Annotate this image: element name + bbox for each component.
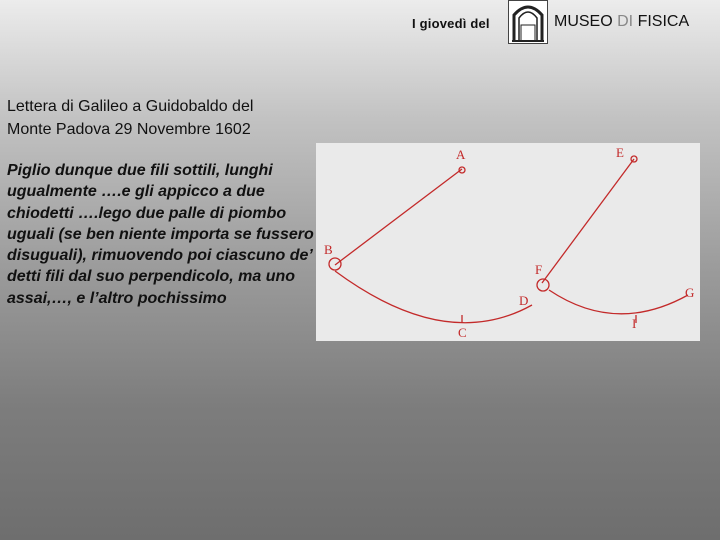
arc-BCD <box>335 271 532 323</box>
string-EF <box>542 159 634 283</box>
label-A: A <box>456 147 466 162</box>
label-B: B <box>324 242 333 257</box>
museum-title <box>554 13 689 31</box>
letter-title-line2: Monte Padova 29 Novembre 1602 <box>7 121 251 138</box>
museum-title-fisica: FISICA <box>637 13 690 30</box>
museum-title-museo: MUSEO <box>554 13 613 30</box>
letter-title-line1: Lettera di Galileo a Guidobaldo del <box>7 98 254 115</box>
string-AB <box>335 169 462 265</box>
museum-logo <box>508 0 548 44</box>
label-C: C <box>458 325 467 340</box>
pendulum-figure <box>316 143 700 341</box>
bob-B <box>329 258 341 270</box>
letter-title <box>7 95 307 141</box>
label-I: I <box>632 316 637 331</box>
series-label: I giovedì del <box>412 16 490 31</box>
label-E: E <box>616 145 624 160</box>
galileo-quote: Piglio dunque due fili sottili, lunghi ugualmente ….e gli appicco a due chiodetti ….lego due palle di piombo uguali (se ben niente importa se fussero disuguali), rimuovendo poi ciascuno de’ detti fili dal suo perpendicolo, ma uno assai,…, e l’altro pochissimo <box>7 162 314 307</box>
label-G: G <box>685 285 695 300</box>
museum-title-di: DI <box>617 13 634 30</box>
label-D: D <box>519 293 529 308</box>
arc-FIG <box>549 290 688 314</box>
label-F: F <box>535 262 543 277</box>
